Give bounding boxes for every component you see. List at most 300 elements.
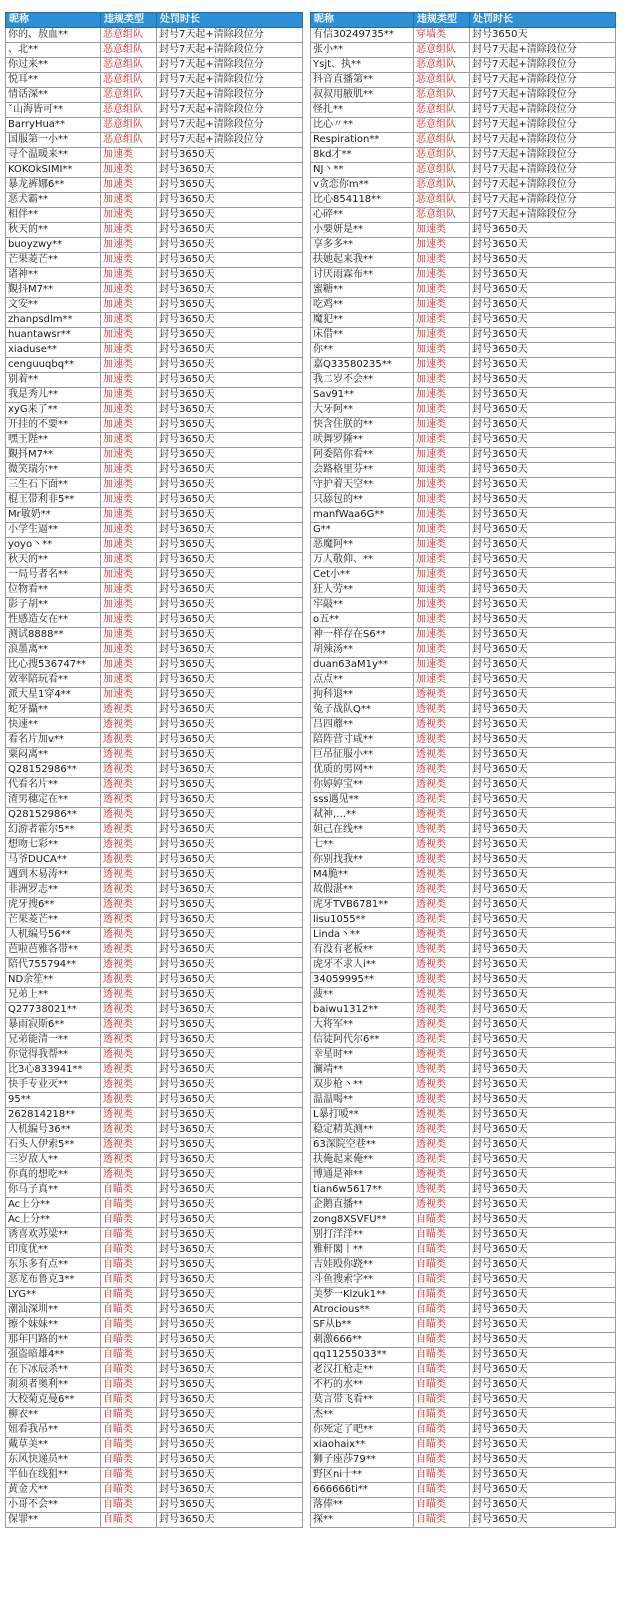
table-row [311, 1393, 616, 1408]
table-row [6, 973, 303, 988]
table-row [6, 58, 303, 73]
violation-type-cell: 自瞄类 [414, 1423, 470, 1438]
nickname-cell: 63深院空巷** [311, 1138, 414, 1153]
nickname-cell: 快手专业灭** [6, 1078, 101, 1093]
nickname-cell: 666666ti** [311, 1483, 414, 1498]
penalty-cell: 封号3650天 [157, 1138, 303, 1153]
violation-type-cell: 透视类 [101, 778, 157, 793]
violation-type-cell: 透视类 [414, 718, 470, 733]
nickname-cell: 大将军** [311, 1018, 414, 1033]
table-row [6, 208, 303, 223]
penalty-cell: 封号3650天 [157, 1243, 303, 1258]
violation-type-cell: 自瞄类 [414, 1453, 470, 1468]
table-row [311, 1018, 616, 1033]
table-row [311, 538, 616, 553]
table-row [311, 748, 616, 763]
nickname-cell: 在下冰辰杀** [6, 1363, 101, 1378]
violation-type-cell: 透视类 [101, 808, 157, 823]
penalty-cell: 封号3650天 [470, 328, 616, 343]
violation-type-cell: 加速类 [414, 538, 470, 553]
penalty-cell: 封号3650天 [470, 553, 616, 568]
table-row [6, 823, 303, 838]
penalty-cell: 封号3650天 [157, 778, 303, 793]
penalty-cell: 封号3650天 [157, 583, 303, 598]
nickname-cell: 东乐多有点** [6, 1258, 101, 1273]
table-row [311, 223, 616, 238]
violation-type-cell: 透视类 [101, 1063, 157, 1078]
nickname-cell: 大校菊克曼6** [6, 1393, 101, 1408]
nickname-cell: 博通是神** [311, 1168, 414, 1183]
penalty-cell: 封号7天起+清除段位分 [470, 208, 616, 223]
violation-type-cell: 加速类 [101, 658, 157, 673]
violation-type-cell: 自瞄类 [101, 1483, 157, 1498]
nickname-cell: 文安** [6, 298, 101, 313]
nickname-cell: 34059995** [311, 973, 414, 988]
nickname-cell: LYG** [6, 1288, 101, 1303]
table-row [6, 478, 303, 493]
penalty-cell: 封号3650天 [470, 508, 616, 523]
table-row [311, 1288, 616, 1303]
violation-type-cell: 透视类 [414, 1198, 470, 1213]
table-row [6, 1048, 303, 1063]
penalty-cell: 封号7天起+清除段位分 [470, 148, 616, 163]
penalty-cell: 封号3650天 [470, 688, 616, 703]
table-row [6, 868, 303, 883]
table-row [6, 643, 303, 658]
penalty-cell: 封号3650天 [470, 493, 616, 508]
nickname-cell: 快含住朕的** [311, 418, 414, 433]
penalty-cell: 封号3650天 [157, 1108, 303, 1123]
nickname-cell: 芒果菱芒** [6, 913, 101, 928]
penalty-cell: 封号3650天 [157, 853, 303, 868]
table-row [6, 883, 303, 898]
nickname-cell: 潮汕深圳** [6, 1303, 101, 1318]
penalty-cell: 封号3650天 [470, 808, 616, 823]
violation-type-cell: 加速类 [101, 568, 157, 583]
violation-type-cell: 透视类 [414, 1033, 470, 1048]
nickname-cell: M4脆** [311, 868, 414, 883]
violation-type-cell: 透视类 [101, 1168, 157, 1183]
table-row [311, 958, 616, 973]
table-row [6, 103, 303, 118]
penalty-cell: 封号3650天 [470, 703, 616, 718]
violation-type-cell: 恶意组队 [101, 118, 157, 133]
table-row [6, 1183, 303, 1198]
table-row [311, 463, 616, 478]
penalty-cell: 封号3650天 [470, 1258, 616, 1273]
penalty-cell: 封号3650天 [470, 838, 616, 853]
penalty-cell: 封号3650天 [157, 973, 303, 988]
penalty-cell: 封号3650天 [157, 253, 303, 268]
violation-type-cell: 加速类 [414, 388, 470, 403]
violation-type-cell: 加速类 [101, 208, 157, 223]
nickname-cell: 262814218** [6, 1108, 101, 1123]
table-row [6, 28, 303, 43]
penalty-cell: 封号3650天 [470, 1153, 616, 1168]
penalty-cell: 封号3650天 [157, 403, 303, 418]
table-row [6, 538, 303, 553]
table-row [311, 283, 616, 298]
nickname-cell: 位物看** [6, 583, 101, 598]
penalty-cell: 封号7天起+清除段位分 [470, 193, 616, 208]
nickname-cell: 微笑瑞尔** [6, 463, 101, 478]
violation-type-cell: 加速类 [101, 343, 157, 358]
table-row [311, 1138, 616, 1153]
table-row [311, 1213, 616, 1228]
violation-type-cell: 透视类 [414, 1168, 470, 1183]
nickname-cell: 恶龙布鲁克3** [6, 1273, 101, 1288]
violation-type-cell: 加速类 [101, 583, 157, 598]
nickname-cell: 你真的想吃** [6, 1168, 101, 1183]
nickname-cell: Linda丶** [311, 928, 414, 943]
nickname-cell: 棍王带利非5** [6, 493, 101, 508]
penalty-cell: 封号3650天 [157, 448, 303, 463]
nickname-cell: 吠舞罗陲** [311, 433, 414, 448]
penalty-cell: 封号3650天 [470, 1198, 616, 1213]
penalty-cell: 封号3650天 [157, 1078, 303, 1093]
penalty-cell: 封号3650天 [470, 988, 616, 1003]
table-row [6, 253, 303, 268]
violation-type-cell: 透视类 [101, 1003, 157, 1018]
table-row [6, 1003, 303, 1018]
nickname-cell: zong8XSVFU** [311, 1213, 414, 1228]
penalty-cell: 封号3650天 [470, 448, 616, 463]
penalty-cell: 封号3650天 [470, 418, 616, 433]
penalty-cell: 封号3650天 [157, 1198, 303, 1213]
violation-type-cell: 透视类 [101, 1123, 157, 1138]
penalty-cell: 封号3650天 [470, 403, 616, 418]
penalty-cell: 封号3650天 [470, 643, 616, 658]
table-row [6, 298, 303, 313]
penalty-cell: 封号3650天 [470, 1243, 616, 1258]
nickname-cell: 秋天的** [6, 553, 101, 568]
nickname-cell: manfWaa6G** [311, 508, 414, 523]
penalty-cell: 封号3650天 [157, 868, 303, 883]
violation-type-cell: 自瞄类 [414, 1363, 470, 1378]
violation-type-cell: 加速类 [414, 418, 470, 433]
penalty-cell: 封号3650天 [470, 793, 616, 808]
penalty-cell: 封号7天起+清除段位分 [470, 118, 616, 133]
penalty-cell: 封号3650天 [470, 1378, 616, 1393]
penalty-cell: 封号7天起+清除段位分 [157, 28, 303, 43]
table-row [6, 358, 303, 373]
penalty-cell: 封号3650天 [157, 763, 303, 778]
table-row [311, 1093, 616, 1108]
nickname-cell: 探** [311, 1513, 414, 1528]
table-row [6, 328, 303, 343]
nickname-cell: 扶她起来我** [311, 253, 414, 268]
penalty-cell: 封号3650天 [157, 688, 303, 703]
violation-type-cell: 加速类 [101, 223, 157, 238]
nickname-cell: 人机编号56** [6, 928, 101, 943]
nickname-cell: xyG来了** [6, 403, 101, 418]
table-row [311, 703, 616, 718]
penalty-cell: 封号3650天 [470, 1363, 616, 1378]
table-row [6, 718, 303, 733]
nickname-cell: 狮子座莎79** [311, 1453, 414, 1468]
violation-type-cell: 恶意组队 [101, 73, 157, 88]
violation-type-cell: 自瞄类 [101, 1423, 157, 1438]
nickname-cell: 美梦一Klzuk1** [311, 1288, 414, 1303]
violation-type-cell: 恶意组队 [101, 28, 157, 43]
violation-type-cell: 加速类 [101, 358, 157, 373]
table-row [6, 148, 303, 163]
nickname-cell: 稳定精英测** [311, 1123, 414, 1138]
nickname-cell: 你觉得我帮** [6, 1048, 101, 1063]
table-row [311, 658, 616, 673]
violation-type-cell: 自瞄类 [101, 1408, 157, 1423]
penalty-cell: 封号3650天 [157, 1018, 303, 1033]
penalty-cell: 封号3650天 [470, 1213, 616, 1228]
table-row [311, 328, 616, 343]
table-row [311, 148, 616, 163]
penalty-cell: 封号7天起+清除段位分 [470, 133, 616, 148]
penalty-cell: 封号3650天 [157, 1183, 303, 1198]
violation-type-cell: 加速类 [101, 283, 157, 298]
table-row [6, 1513, 303, 1528]
penalty-cell: 封号3650天 [157, 838, 303, 853]
table-row [6, 838, 303, 853]
nickname-cell: 保罪** [6, 1513, 101, 1528]
table-row [311, 1423, 616, 1438]
nickname-cell: zhanpsdlm** [6, 313, 101, 328]
nickname-cell: xiaohaix** [311, 1438, 414, 1453]
penalty-cell: 封号3650天 [157, 1093, 303, 1108]
nickname-cell: 小学生逼** [6, 523, 101, 538]
penalty-cell: 封号3650天 [470, 343, 616, 358]
table-row [311, 598, 616, 613]
nickname-cell: 七** [311, 838, 414, 853]
violation-type-cell: 透视类 [101, 703, 157, 718]
table-row [311, 298, 616, 313]
nickname-cell: 比3心833941** [6, 1063, 101, 1078]
penalty-cell: 封号3650天 [470, 868, 616, 883]
violation-type-cell: 加速类 [414, 328, 470, 343]
table-row [311, 508, 616, 523]
violation-type-cell: 加速类 [101, 538, 157, 553]
table-row [6, 433, 303, 448]
penalty-cell: 封号3650天 [157, 1483, 303, 1498]
penalty-cell: 封号3650天 [470, 883, 616, 898]
nickname-cell: 柳衣** [6, 1408, 101, 1423]
violation-type-cell: 透视类 [101, 883, 157, 898]
penalty-cell: 封号3650天 [470, 478, 616, 493]
nickname-cell: 你马子真** [6, 1183, 101, 1198]
table-row [6, 1438, 303, 1453]
violation-type-cell: 加速类 [101, 193, 157, 208]
violation-type-cell: 自瞄类 [101, 1363, 157, 1378]
table-row [6, 1318, 303, 1333]
table-row [6, 1333, 303, 1348]
nickname-cell: Cet小** [311, 568, 414, 583]
table-row [311, 1348, 616, 1363]
nickname-cell: 小哥不会** [6, 1498, 101, 1513]
violation-type-cell: 加速类 [414, 508, 470, 523]
nickname-cell: 你婷婷宝** [311, 778, 414, 793]
violation-type-cell: 透视类 [101, 928, 157, 943]
penalty-cell: 封号3650天 [157, 1228, 303, 1243]
penalty-cell: 封号3650天 [470, 358, 616, 373]
table-row [311, 808, 616, 823]
nickname-cell: Sav91** [311, 388, 414, 403]
nickname-cell: Q27738021** [6, 1003, 101, 1018]
table-row [311, 1438, 616, 1453]
penalty-cell: 封号3650天 [470, 613, 616, 628]
violation-type-cell: 透视类 [414, 823, 470, 838]
nickname-cell: 吃鸡** [311, 298, 414, 313]
penalty-cell: 封号3650天 [470, 1333, 616, 1348]
penalty-cell: 封号3650天 [470, 1093, 616, 1108]
nickname-cell: 野区ni十** [311, 1468, 414, 1483]
header-row [311, 13, 616, 28]
penalty-cell: 封号3650天 [157, 1333, 303, 1348]
nickname-cell: NJ丶** [311, 163, 414, 178]
penalty-cell: 封号3650天 [470, 718, 616, 733]
penalty-cell: 封号7天起+清除段位分 [157, 43, 303, 58]
penalty-cell: 封号3650天 [470, 223, 616, 238]
penalty-cell: 封号3650天 [157, 163, 303, 178]
penalty-cell: 封号3650天 [470, 928, 616, 943]
table-row [6, 313, 303, 328]
penalty-cell: 封号3650天 [157, 1363, 303, 1378]
table-row [311, 868, 616, 883]
table-row [6, 1243, 303, 1258]
violation-type-cell: 透视类 [101, 973, 157, 988]
violation-type-cell: 加速类 [414, 448, 470, 463]
penalty-cell: 封号3650天 [157, 748, 303, 763]
penalty-cell: 封号7天起+清除段位分 [470, 73, 616, 88]
nickname-cell: 影子胡** [6, 598, 101, 613]
table-row [6, 1363, 303, 1378]
nickname-cell: 、北** [6, 43, 101, 58]
nickname-cell: 大牙阿** [311, 403, 414, 418]
violation-type-cell: 加速类 [414, 628, 470, 643]
violation-type-cell: 加速类 [101, 178, 157, 193]
violation-type-cell: 恶意组队 [414, 133, 470, 148]
table-row [6, 568, 303, 583]
violation-type-cell: 透视类 [414, 1123, 470, 1138]
nickname-cell: 派大星1穿4** [6, 688, 101, 703]
penalty-cell: 封号3650天 [470, 238, 616, 253]
table-row [6, 178, 303, 193]
violation-type-cell: 透视类 [414, 943, 470, 958]
nickname-cell: 虎牙不求人i** [311, 958, 414, 973]
penalty-cell: 封号3650天 [157, 673, 303, 688]
nickname-cell: 有信30249735** [311, 28, 414, 43]
nickname-cell: 你死定了吧** [311, 1423, 414, 1438]
penalty-cell: 封号3650天 [157, 343, 303, 358]
nickname-cell: 只舔包的** [311, 493, 414, 508]
nickname-cell: 不朽的水** [311, 1378, 414, 1393]
penalty-cell: 封号3650天 [157, 373, 303, 388]
table-row [311, 943, 616, 958]
violation-type-cell: 自瞄类 [101, 1393, 157, 1408]
table-row [6, 1198, 303, 1213]
table-row [6, 793, 303, 808]
penalty-cell: 封号3650天 [470, 1123, 616, 1138]
nickname-cell: 强盗暗雄4** [6, 1348, 101, 1363]
violation-type-cell: 透视类 [414, 838, 470, 853]
penalty-cell: 封号3650天 [157, 913, 303, 928]
table-row [311, 973, 616, 988]
penalty-cell: 封号3650天 [470, 298, 616, 313]
table-row [6, 283, 303, 298]
penalty-cell: 封号3650天 [157, 598, 303, 613]
penalty-cell: 封号7天起+清除段位分 [470, 163, 616, 178]
nickname-cell: 信徒阿代尔6** [311, 1033, 414, 1048]
penalty-cell: 封号3650天 [157, 643, 303, 658]
nickname-cell: 三生石下面** [6, 478, 101, 493]
table-row [6, 403, 303, 418]
nickname-cell: 粟闷离** [6, 748, 101, 763]
violation-type-cell: 恶意组队 [101, 58, 157, 73]
nickname-cell: 床借** [311, 328, 414, 343]
violation-type-cell: 透视类 [101, 853, 157, 868]
violation-type-cell: 恶意组队 [414, 208, 470, 223]
nickname-cell: 比心854118** [311, 193, 414, 208]
nickname-cell: 幸星时** [311, 1048, 414, 1063]
nickname-cell: 妲己在线** [311, 823, 414, 838]
table-row [311, 1033, 616, 1048]
penalty-cell: 封号3650天 [157, 1408, 303, 1423]
penalty-cell: 封号3650天 [157, 418, 303, 433]
penalty-cell: 封号3650天 [470, 1408, 616, 1423]
violation-type-cell: 恶意组队 [101, 43, 157, 58]
nickname-cell: 别着** [6, 373, 101, 388]
violation-type-cell: 透视类 [414, 1063, 470, 1078]
nickname-cell: 菠** [311, 988, 414, 1003]
penalty-cell: 封号3650天 [157, 1288, 303, 1303]
violation-type-cell: 透视类 [414, 688, 470, 703]
violation-type-cell: 加速类 [414, 598, 470, 613]
penalty-cell: 封号3650天 [470, 463, 616, 478]
table-row [6, 808, 303, 823]
table-row [311, 733, 616, 748]
nickname-cell: 兄弟上** [6, 988, 101, 1003]
nickname-cell: 你过来** [6, 58, 101, 73]
violation-type-cell: 透视类 [101, 1108, 157, 1123]
violation-type-cell: 透视类 [101, 838, 157, 853]
penalty-cell: 封号3650天 [470, 1483, 616, 1498]
violation-type-cell: 透视类 [101, 823, 157, 838]
table-row [311, 1453, 616, 1468]
violation-type-cell: 恶意组队 [414, 193, 470, 208]
nickname-cell: 莫言带飞看** [311, 1393, 414, 1408]
header-violation-type: 违规类型 [414, 13, 470, 28]
violation-type-cell: 穿墙类 [414, 28, 470, 43]
table-row [6, 463, 303, 478]
violation-type-cell: 透视类 [414, 1018, 470, 1033]
table-row [6, 928, 303, 943]
violation-type-cell: 透视类 [101, 1078, 157, 1093]
penalty-cell: 封号3650天 [157, 703, 303, 718]
violation-type-cell: 加速类 [414, 463, 470, 478]
penalty-cell: 封号3650天 [470, 1393, 616, 1408]
nickname-cell: 芒果菱芒** [6, 253, 101, 268]
penalty-cell: 封号3650天 [157, 808, 303, 823]
nickname-cell: Q28152986** [6, 808, 101, 823]
nickname-cell: qq11255033** [311, 1348, 414, 1363]
table-row [311, 688, 616, 703]
penalty-cell: 封号3650天 [157, 238, 303, 253]
table-row [311, 1078, 616, 1093]
penalty-cell: 封号3650天 [470, 823, 616, 838]
table-row [6, 853, 303, 868]
nickname-cell: 悦耳** [6, 73, 101, 88]
nickname-cell: 快速** [6, 718, 101, 733]
table-row [311, 1273, 616, 1288]
nickname-cell: 马爷DUCA** [6, 853, 101, 868]
